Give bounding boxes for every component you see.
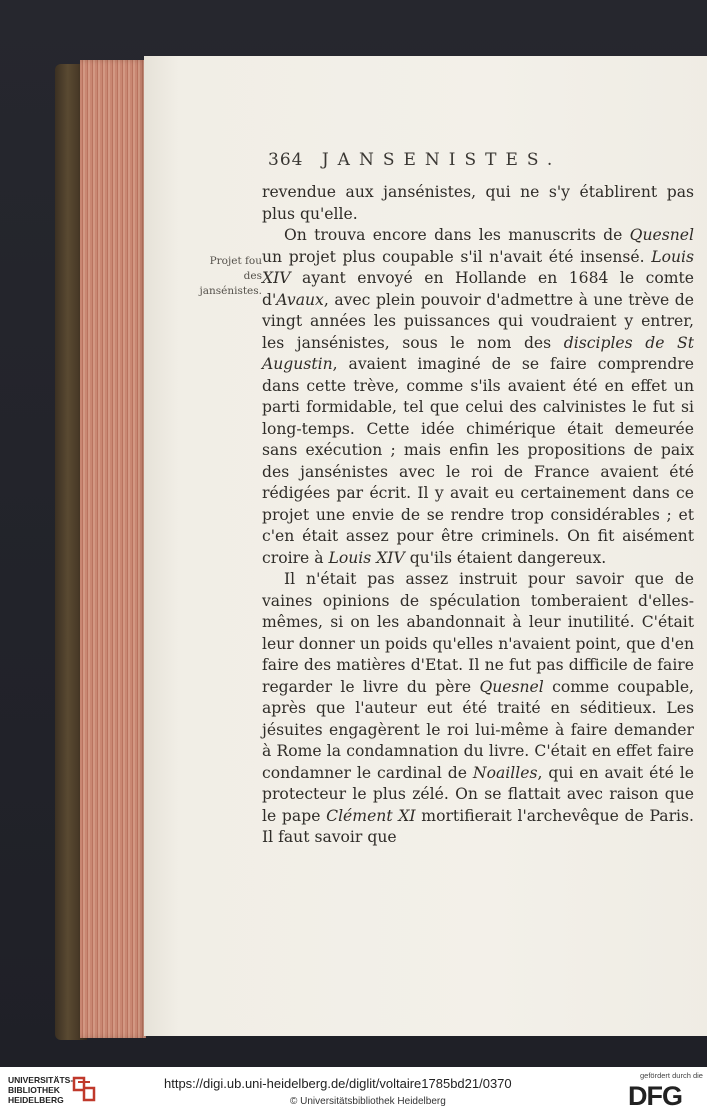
text-run: qu'ils étaient dangereux. (404, 548, 607, 567)
body-text (262, 182, 694, 849)
text-run: , avec plein pouvoir d'admettre à une trève de vingt années les puissances qui voudraient y entrer, les jansénistes, sous le nom des (262, 290, 694, 352)
library-name: UNIVERSITÄTS- BIBLIOTHEK HEIDELBERG (8, 1075, 74, 1105)
document-url-link[interactable]: https://digi.ub.uni-heidelberg.de/diglit/voltaire1785bd21/0370 (164, 1076, 512, 1091)
text-run: ayant envoyé en Hollande en 1684 le comte d' (262, 269, 694, 309)
text-run: , qui en avait été le protecteur le plus zélé. On se flattait avec raison que le pape (262, 763, 694, 825)
text-run: , avaient imaginé de se faire comprendre dans cette trève, comme s'ils avaient été en effet un parti formidable, tel que celui des calvinistes le fut si long-temps. Cette idée chimérique était demeurée sans exécution ; mais enfin les propositions de paix des jansénistes avec le roi de France avaient été rédigées par écrit. Il y avait eu certainement dans ce projet une envie de se rendre trop considérables ; et c'en était assez pour être criminels. On fit aisément croire à (262, 355, 694, 567)
running-title: JANSENISTES. (321, 150, 562, 170)
italic-text: Louis XIV (328, 548, 405, 567)
italic-text: Quesnel (479, 677, 544, 696)
italic-text: Clément XI (326, 806, 416, 825)
text-run: revendue aux jansénistes, qui ne s'y établirent pas plus qu'elle. (262, 183, 694, 223)
margin-note: Projet fou des jansénistes. (199, 255, 262, 297)
page-number: 364 (268, 150, 304, 170)
text-run: comme coupable, après que l'auteur eut été traité en séditieux. Les jésuites engagèrent le roi lui-même à faire demander à Rome la condamnation du livre. C'était en effet faire condamner le cardinal de (262, 677, 695, 782)
viewer-footer (0, 1067, 707, 1117)
italic-text: Quesnel (629, 226, 694, 244)
italic-text: Noailles (472, 763, 538, 782)
text-run: mortifierait l'archevêque de Paris. Il faut savoir que (262, 806, 694, 846)
text-run: un projet plus coupable s'il n'avait été insensé. (262, 247, 652, 266)
page-header (268, 150, 561, 170)
italic-text: Louis XIV (262, 247, 694, 287)
italic-text: disciples de St Augustin (262, 333, 695, 373)
paragraph (262, 182, 694, 225)
dfg-logo: DFG (628, 1081, 682, 1111)
page-block-edge (80, 60, 146, 1038)
funded-by-label: gefördert durch die (640, 1071, 703, 1080)
italic-text: Avaux (276, 290, 324, 309)
ub-heidelberg-logo-icon (70, 1074, 98, 1104)
paragraph (262, 225, 694, 569)
copyright-notice: © Universitätsbibliothek Heidelberg (290, 1096, 446, 1107)
text-run: On trouva encore dans les manuscrits de (284, 226, 630, 244)
paragraph (262, 569, 694, 849)
text-run: Il n'était pas assez instruit pour savoir que de vaines opinions de spéculation tomberaient d'elles-mêmes, si on les abandonnait à leur inutilité. C'était leur donner un poids qu'elles n'avaient point, que d'en faire des matières d'Etat. Il ne fut pas difficile de faire regarder le livre du père (262, 570, 694, 696)
